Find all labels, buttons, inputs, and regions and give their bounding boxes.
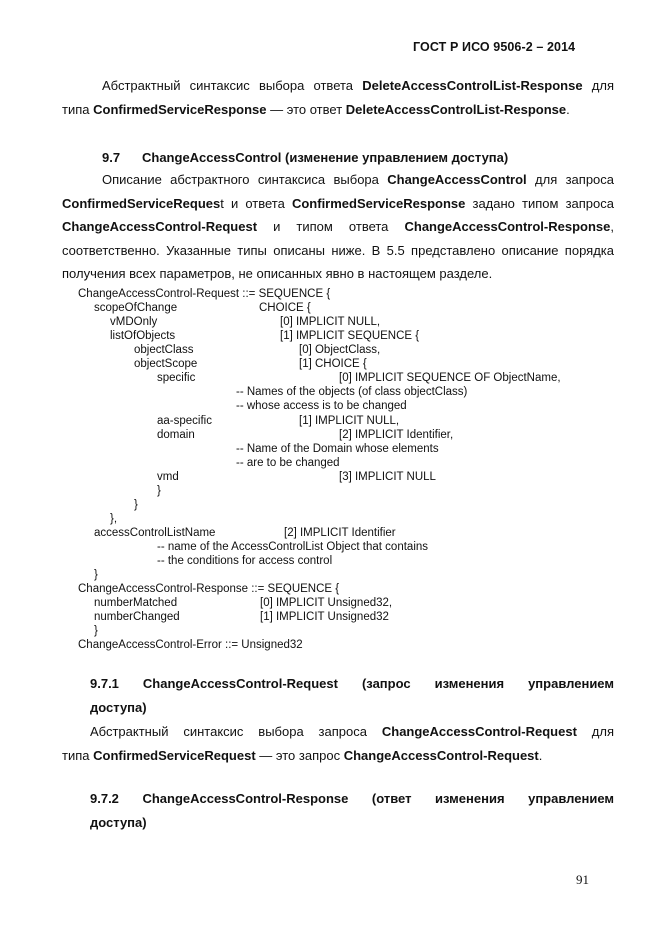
section-paragraph [62, 168, 614, 286]
code-line: objectClass [134, 344, 194, 356]
code-line: [0] IMPLICIT Unsigned32, [260, 597, 393, 609]
code-line: domain [157, 429, 195, 441]
code-line: [1] IMPLICIT Unsigned32 [260, 611, 389, 623]
para-line-2: ConfirmedServiceRequest и ответа ConfirmedServiceResponse задано типом запроса [62, 195, 614, 211]
intro-line-1: Абстрактный синтаксис выбора ответа DeleteAccessControlList-Response для [102, 78, 614, 93]
code-line: } [94, 569, 98, 581]
code-line: [2] IMPLICIT Identifier, [339, 429, 454, 441]
code-line: [1] CHOICE { [299, 358, 367, 370]
code-line: }, [110, 513, 118, 525]
code-line: scopeOfChange [94, 302, 178, 314]
code-line: vmd [157, 471, 179, 483]
code-line: } [134, 499, 138, 511]
code-line: [0] IMPLICIT SEQUENCE OF ObjectName, [339, 372, 561, 384]
code-line: [1] IMPLICIT SEQUENCE { [280, 330, 420, 342]
code-line: -- whose access is to be changed [236, 400, 407, 412]
code-line: aa-specific [157, 415, 212, 427]
code-line: [0] IMPLICIT NULL, [280, 316, 381, 328]
code-line: } [157, 485, 161, 497]
para-line-3: ChangeAccessControl-Request и типом ответа ChangeAccessControl-Response, [62, 219, 614, 234]
intro-paragraph [62, 74, 614, 121]
section-title: ChangeAccessControl (изменение управлением доступа) [142, 150, 509, 165]
code-line: [1] IMPLICIT NULL, [299, 415, 400, 427]
para-971-line-2: типа ConfirmedServiceRequest — это запрос ChangeAccessControl-Request. [62, 747, 543, 763]
heading-line-2: доступа) [90, 699, 147, 715]
code-line: [3] IMPLICIT NULL [339, 471, 436, 483]
code-line: ChangeAccessControl-Error ::= Unsigned32 [78, 639, 303, 651]
subsection-paragraph-971 [62, 720, 614, 767]
section-number: 9.7 [102, 150, 121, 165]
code-line: -- Name of the Domain whose elements [236, 443, 439, 455]
code-line: accessControlListName [94, 527, 216, 539]
para-line-5: получения всех параметров, не описанных явно в настоящем разделе. [62, 266, 493, 281]
code-line: listOfObjects [110, 330, 176, 342]
code-line: numberChanged [94, 611, 180, 623]
code-line: -- Names of the objects (of class objectClass) [236, 386, 468, 398]
heading-line-1: 9.7.1 ChangeAccessControl-Request (запрос изменения управлением [90, 676, 614, 691]
para-line-4: соответственно. Указанные типы описаны ниже. В 5.5 представлено описание порядка [62, 242, 614, 258]
para-971-line-1: Абстрактный синтаксис выбора запроса ChangeAccessControl-Request для [90, 724, 614, 739]
code-line: [0] ObjectClass, [299, 344, 381, 356]
heading-line-1: 9.7.2 ChangeAccessControl-Response (ответ изменения управлением [90, 791, 614, 806]
para-line-1: Описание абстрактного синтаксиса выбора ChangeAccessControl для запроса [102, 172, 615, 187]
code-line: [2] IMPLICIT Identifier [284, 527, 396, 539]
subsection-heading-972 [90, 787, 614, 834]
code-line: specific [157, 372, 196, 384]
heading-line-2: доступа) [90, 814, 147, 830]
code-line: objectScope [134, 358, 198, 370]
code-line: -- are to be changed [236, 457, 340, 469]
code-line: -- name of the AccessControlList Object that contains [157, 541, 429, 553]
code-line: ChangeAccessControl-Response ::= SEQUENCE { [78, 583, 340, 595]
code-line: ChangeAccessControl-Request ::= SEQUENCE { [78, 288, 331, 300]
code-line: vMDOnly [110, 316, 158, 328]
code-line: CHOICE { [259, 302, 311, 314]
subsection-heading-971 [90, 672, 614, 719]
code-line: } [94, 625, 98, 637]
page-number: 91 [576, 872, 589, 887]
document-header: ГОСТ Р ИСО 9506-2 – 2014 [413, 40, 576, 54]
code-line: numberMatched [94, 597, 178, 609]
intro-line-2: типа ConfirmedServiceResponse — это ответ DeleteAccessControlList-Response. [62, 101, 570, 117]
code-line: -- the conditions for access control [157, 555, 333, 567]
